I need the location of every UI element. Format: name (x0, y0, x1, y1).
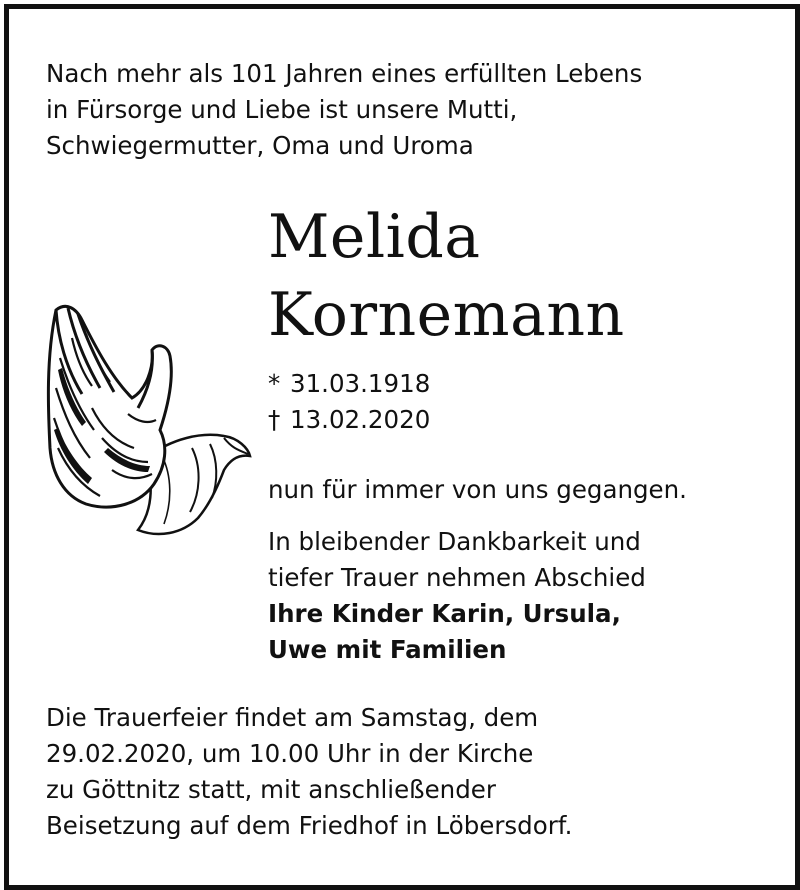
ceremony-line: Die Trauerfeier findet am Samstag, dem (46, 703, 539, 732)
farewell-line: tiefer Trauer nehmen Abschied (268, 563, 646, 592)
intro-text (46, 56, 746, 164)
ceremony-line: Beisetzung auf dem Friedhof in Löbersdorf. (46, 811, 573, 840)
deceased-name (268, 198, 768, 354)
life-dates (268, 366, 430, 438)
closing-text: nun für immer von uns gegangen. (268, 475, 687, 504)
ceremony-info (46, 700, 766, 844)
farewell-text (268, 524, 646, 596)
intro-line: Nach mehr als 101 Jahren eines erfüllten Lebens (46, 59, 643, 88)
intro-line: in Fürsorge und Liebe ist unsere Mutti, (46, 95, 518, 124)
intro-line: Schwiegermutter, Oma und Uroma (46, 131, 474, 160)
death-symbol: † (268, 405, 281, 434)
birth-date: 31.03.1918 (290, 369, 431, 398)
farewell-line: In bleibender Dankbarkeit und (268, 527, 641, 556)
ceremony-line: 29.02.2020, um 10.00 Uhr in der Kirche (46, 739, 534, 768)
ceremony-line: zu Göttnitz statt, mit anschließender (46, 775, 496, 804)
mourners-line: Ihre Kinder Karin, Ursula, (268, 599, 621, 628)
mourners (268, 596, 621, 668)
birth-date-row (268, 366, 430, 402)
birth-symbol: * (268, 369, 281, 398)
death-date: 13.02.2020 (290, 405, 431, 434)
first-name: Melida (268, 202, 481, 272)
closing-line (268, 472, 687, 508)
praying-hands-icon (42, 298, 254, 540)
last-name: Kornemann (268, 280, 625, 350)
death-date-row (268, 402, 430, 438)
mourners-line: Uwe mit Familien (268, 635, 507, 664)
